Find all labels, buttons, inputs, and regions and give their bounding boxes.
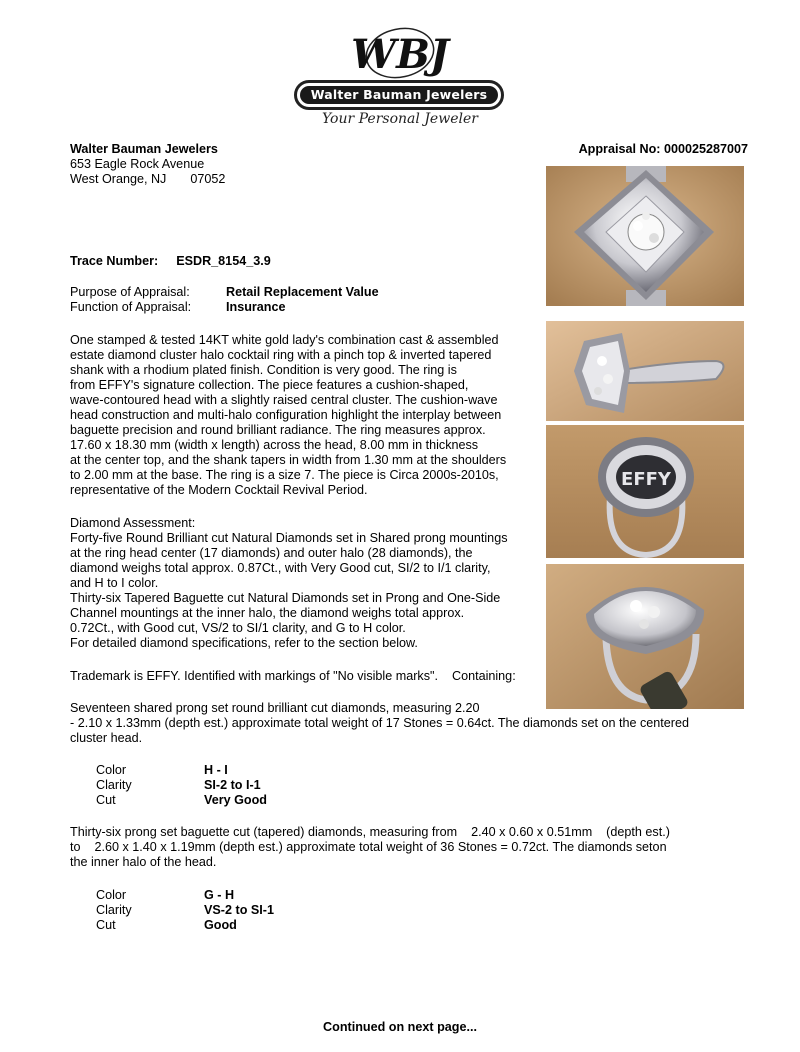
baguette-line: Thirty-six prong set baguette cut (tapered) diamonds, measuring from 2.40 x 0.60 x 0.51mm (depth est.) <box>70 825 670 839</box>
function-value: Insurance <box>226 300 286 314</box>
company-city: West Orange, NJ <box>70 172 167 186</box>
description-line: estate diamond cluster halo cocktail ring with a pinch top & inverted tapered <box>70 348 492 362</box>
effy-engraving: EFFY <box>621 469 671 490</box>
ring-description <box>70 333 540 498</box>
trace-number <box>70 254 271 269</box>
company-logo <box>290 20 510 132</box>
ring-photo-top-view <box>546 166 744 306</box>
description-line: representative of the Modern Cocktail Revival Period. <box>70 483 368 497</box>
assessment-line: Thirty-six Tapered Baguette cut Natural Diamonds set in Prong and One-Side <box>70 591 501 605</box>
description-line: head construction and multi-halo configuration highlight the interplay between <box>70 408 502 422</box>
company-city-line <box>70 172 225 187</box>
spec-label: Cut <box>96 793 116 807</box>
appraisal-purpose <box>70 285 379 315</box>
round-diamond-specs <box>96 763 267 808</box>
trace-label: Trace Number: <box>70 254 159 268</box>
continued-note: Continued on next page... <box>323 1020 477 1034</box>
spec-label: Color <box>96 888 127 902</box>
spec-label: Color <box>96 763 127 777</box>
description-line: baguette precision and round brilliant radiance. The ring measures approx. <box>70 423 486 437</box>
function-label: Function of Appraisal: <box>70 300 192 314</box>
assessment-line: 0.72Ct., with Good cut, VS/2 to SI/1 clarity, and G to H color. <box>70 621 406 635</box>
ring-photo-side-view <box>546 321 744 421</box>
spec-value: G - H <box>204 888 235 902</box>
company-name: Walter Bauman Jewelers <box>70 142 218 156</box>
ring-photo-angled-view <box>546 564 744 709</box>
spec-value: H - I <box>204 763 228 777</box>
assessment-line: Diamond Assessment: <box>70 516 196 530</box>
assessment-line: Channel mountings at the inner halo, the diamond weighs total approx. <box>70 606 465 620</box>
ring-photo-gallery-view <box>546 425 744 558</box>
company-zip: 07052 <box>190 172 226 186</box>
description-line: wave-contoured head with a slightly raised central cluster. The cushion-wave <box>70 393 498 407</box>
spec-label: Clarity <box>96 903 132 917</box>
logo-banner <box>294 80 504 110</box>
baguette-line: the inner halo of the head. <box>70 855 217 869</box>
logo-tagline: Your Personal Jeweler <box>322 111 478 127</box>
baguette-line: to 2.60 x 1.40 x 1.19mm (depth est.) approximate total weight of 36 Stones = 0.72ct. The diamonds seton <box>70 840 667 854</box>
assessment-line: at the ring head center (17 diamonds) and outer halo (28 diamonds), the <box>70 546 473 560</box>
spec-label: Clarity <box>96 778 132 792</box>
monogram-text: WBJ <box>351 31 449 78</box>
description-line: shank with a rhodium plated finish. Condition is very good. The ring is <box>70 363 457 377</box>
spec-label: Cut <box>96 918 116 932</box>
spec-value: Very Good <box>204 793 267 807</box>
spec-value: SI-2 to I-1 <box>204 778 261 792</box>
purpose-label: Purpose of Appraisal: <box>70 285 190 299</box>
spec-value: VS-2 to SI-1 <box>204 903 274 917</box>
round-line: - 2.10 x 1.33mm (depth est.) approximate total weight of 17 Stones = 0.64ct. The diamonds set on the centered <box>70 716 689 730</box>
trademark-line: Trademark is EFFY. Identified with markings of "No visible marks". Containing: <box>70 669 516 683</box>
description-line: to 2.00 mm at the base. The ring is a size 7. The piece is Circa 2000s-2010s, <box>70 468 499 482</box>
company-street: 653 Eagle Rock Avenue <box>70 157 205 171</box>
appraisal-number: Appraisal No: 000025287007 <box>578 142 748 156</box>
spec-value: Good <box>204 918 237 932</box>
company-address <box>70 142 225 187</box>
description-line: 17.60 x 18.30 mm (width x length) across the head, 8.00 mm in thickness <box>70 438 479 452</box>
logo-banner-text: Walter Bauman Jewelers <box>300 86 498 104</box>
assessment-line: diamond weighs total approx. 0.87Ct., with Very Good cut, SI/2 to I/1 clarity, <box>70 561 491 575</box>
description-line: at the center top, and the shank tapers in width from 1.30 mm at the shoulders <box>70 453 507 467</box>
round-line: Seventeen shared prong set round brilliant cut diamonds, measuring 2.20 <box>70 701 480 715</box>
baguette-diamond-specs <box>96 888 274 933</box>
assessment-line: Forty-five Round Brilliant cut Natural Diamonds set in Shared prong mountings <box>70 531 508 545</box>
round-line: cluster head. <box>70 731 143 745</box>
diamond-assessment <box>70 516 540 651</box>
wbj-monogram <box>340 22 460 84</box>
description-line: One stamped & tested 14KT white gold lady's combination cast & assembled <box>70 333 499 347</box>
assessment-line: and H to I color. <box>70 576 159 590</box>
baguette-diamond-paragraph <box>70 825 750 870</box>
description-line: from EFFY's signature collection. The piece features a cushion-shaped, <box>70 378 469 392</box>
assessment-line: For detailed diamond specifications, refer to the section below. <box>70 636 418 650</box>
trace-value: ESDR_8154_3.9 <box>176 254 271 268</box>
purpose-value: Retail Replacement Value <box>226 285 379 299</box>
